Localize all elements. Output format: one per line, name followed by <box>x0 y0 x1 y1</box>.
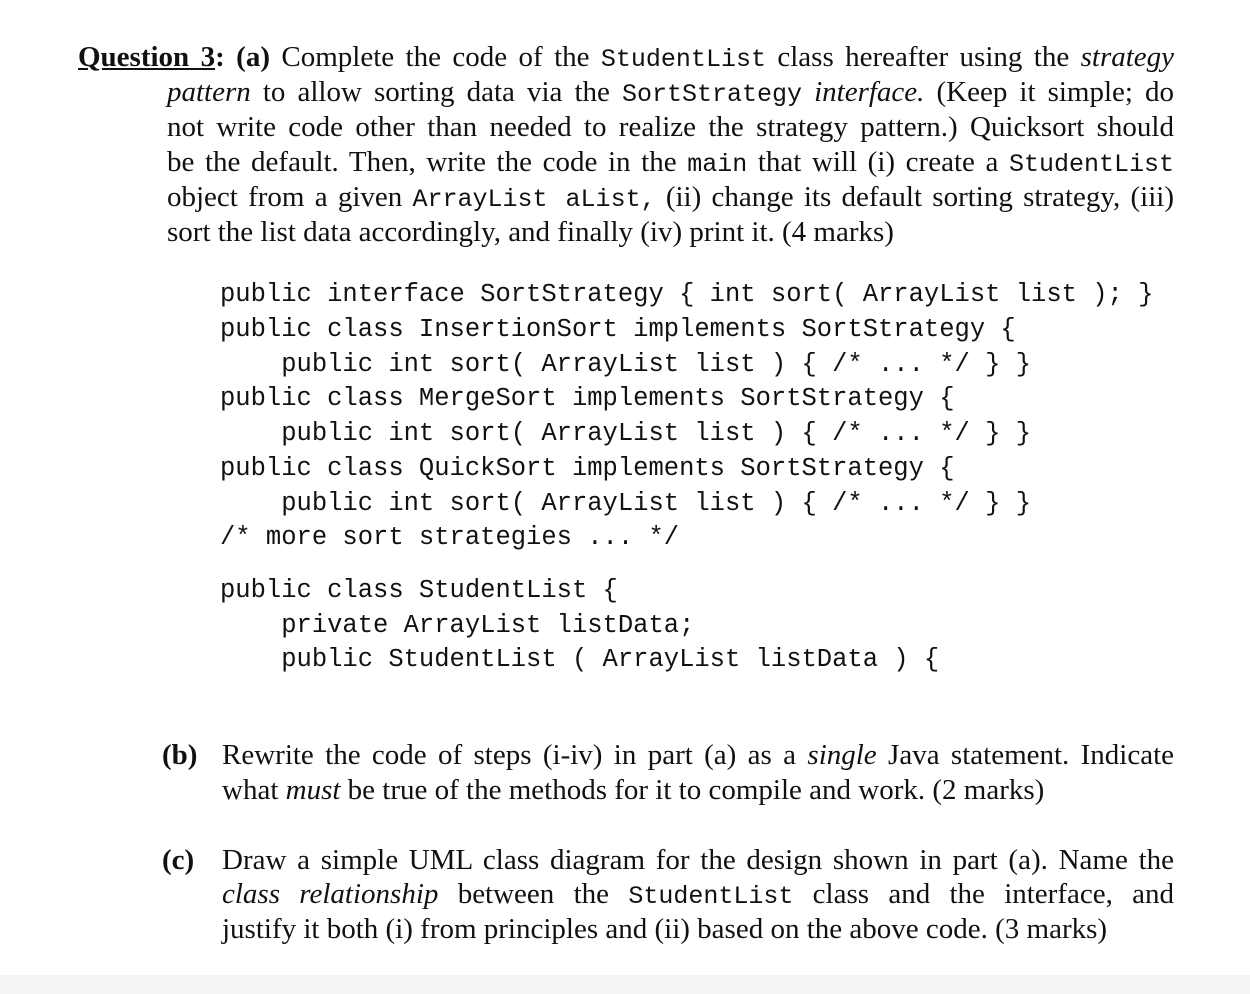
code-line: public class StudentList { <box>220 576 618 605</box>
question-line-4: be the default. Then, write the code in the main that will (i) create a StudentList <box>167 146 1175 179</box>
code-line: public StudentList ( ArrayList listData ) { <box>220 645 940 674</box>
code-line: /* more sort strategies ... */ <box>220 523 680 552</box>
question-line-6: sort the list data accordingly, and finally (iv) print it. (4 marks) <box>167 216 894 248</box>
question-line-1: Question 3: (a) Complete the code of the StudentList class hereafter using the strategy <box>78 41 1175 74</box>
question-line-5: object from a given ArrayList aList, (ii) change its default sorting strategy, (iii) <box>167 181 1174 214</box>
question-line-3: not write code other than needed to realize the strategy pattern.) Quicksort should <box>167 111 1174 143</box>
part-a-label: (a) <box>236 41 270 73</box>
part-b-line-1: Rewrite the code of steps (i-iv) in part (a) as a single Java statement. Indicate <box>222 739 1175 771</box>
part-b-label: (b) <box>162 739 198 771</box>
code-line: public int sort( ArrayList list ) { /* ... */ } } <box>220 419 1032 448</box>
question-line-2: pattern to allow sorting data via the SortStrategy interface. (Keep it simple; do <box>167 76 1175 109</box>
part-c-line-2: class relationship between the StudentList class and the interface, and <box>222 878 1175 911</box>
question-label: Question 3 <box>78 41 216 73</box>
part-b-line-2: what must be true of the methods for it to compile and work. (2 marks) <box>222 774 1045 806</box>
code-line: public class QuickSort implements SortStrategy { <box>220 454 955 483</box>
page-bottom-bar <box>0 975 1250 994</box>
part-c-line-1: Draw a simple UML class diagram for the design shown in part (a). Name the <box>222 844 1174 876</box>
part-c-line-3: justify it both (i) from principles and (ii) based on the above code. (3 marks) <box>222 913 1108 945</box>
code-line: private ArrayList listData; <box>220 611 695 640</box>
code-line: public class MergeSort implements SortStrategy { <box>220 384 955 413</box>
code-line: public int sort( ArrayList list ) { /* ... */ } } <box>220 489 1032 518</box>
part-c-label: (c) <box>162 844 195 876</box>
code-line: public int sort( ArrayList list ) { /* ... */ } } <box>220 350 1032 379</box>
code-line: public class InsertionSort implements SortStrategy { <box>220 315 1016 344</box>
code-line: public interface SortStrategy { int sort( ArrayList list ); } <box>220 280 1154 309</box>
